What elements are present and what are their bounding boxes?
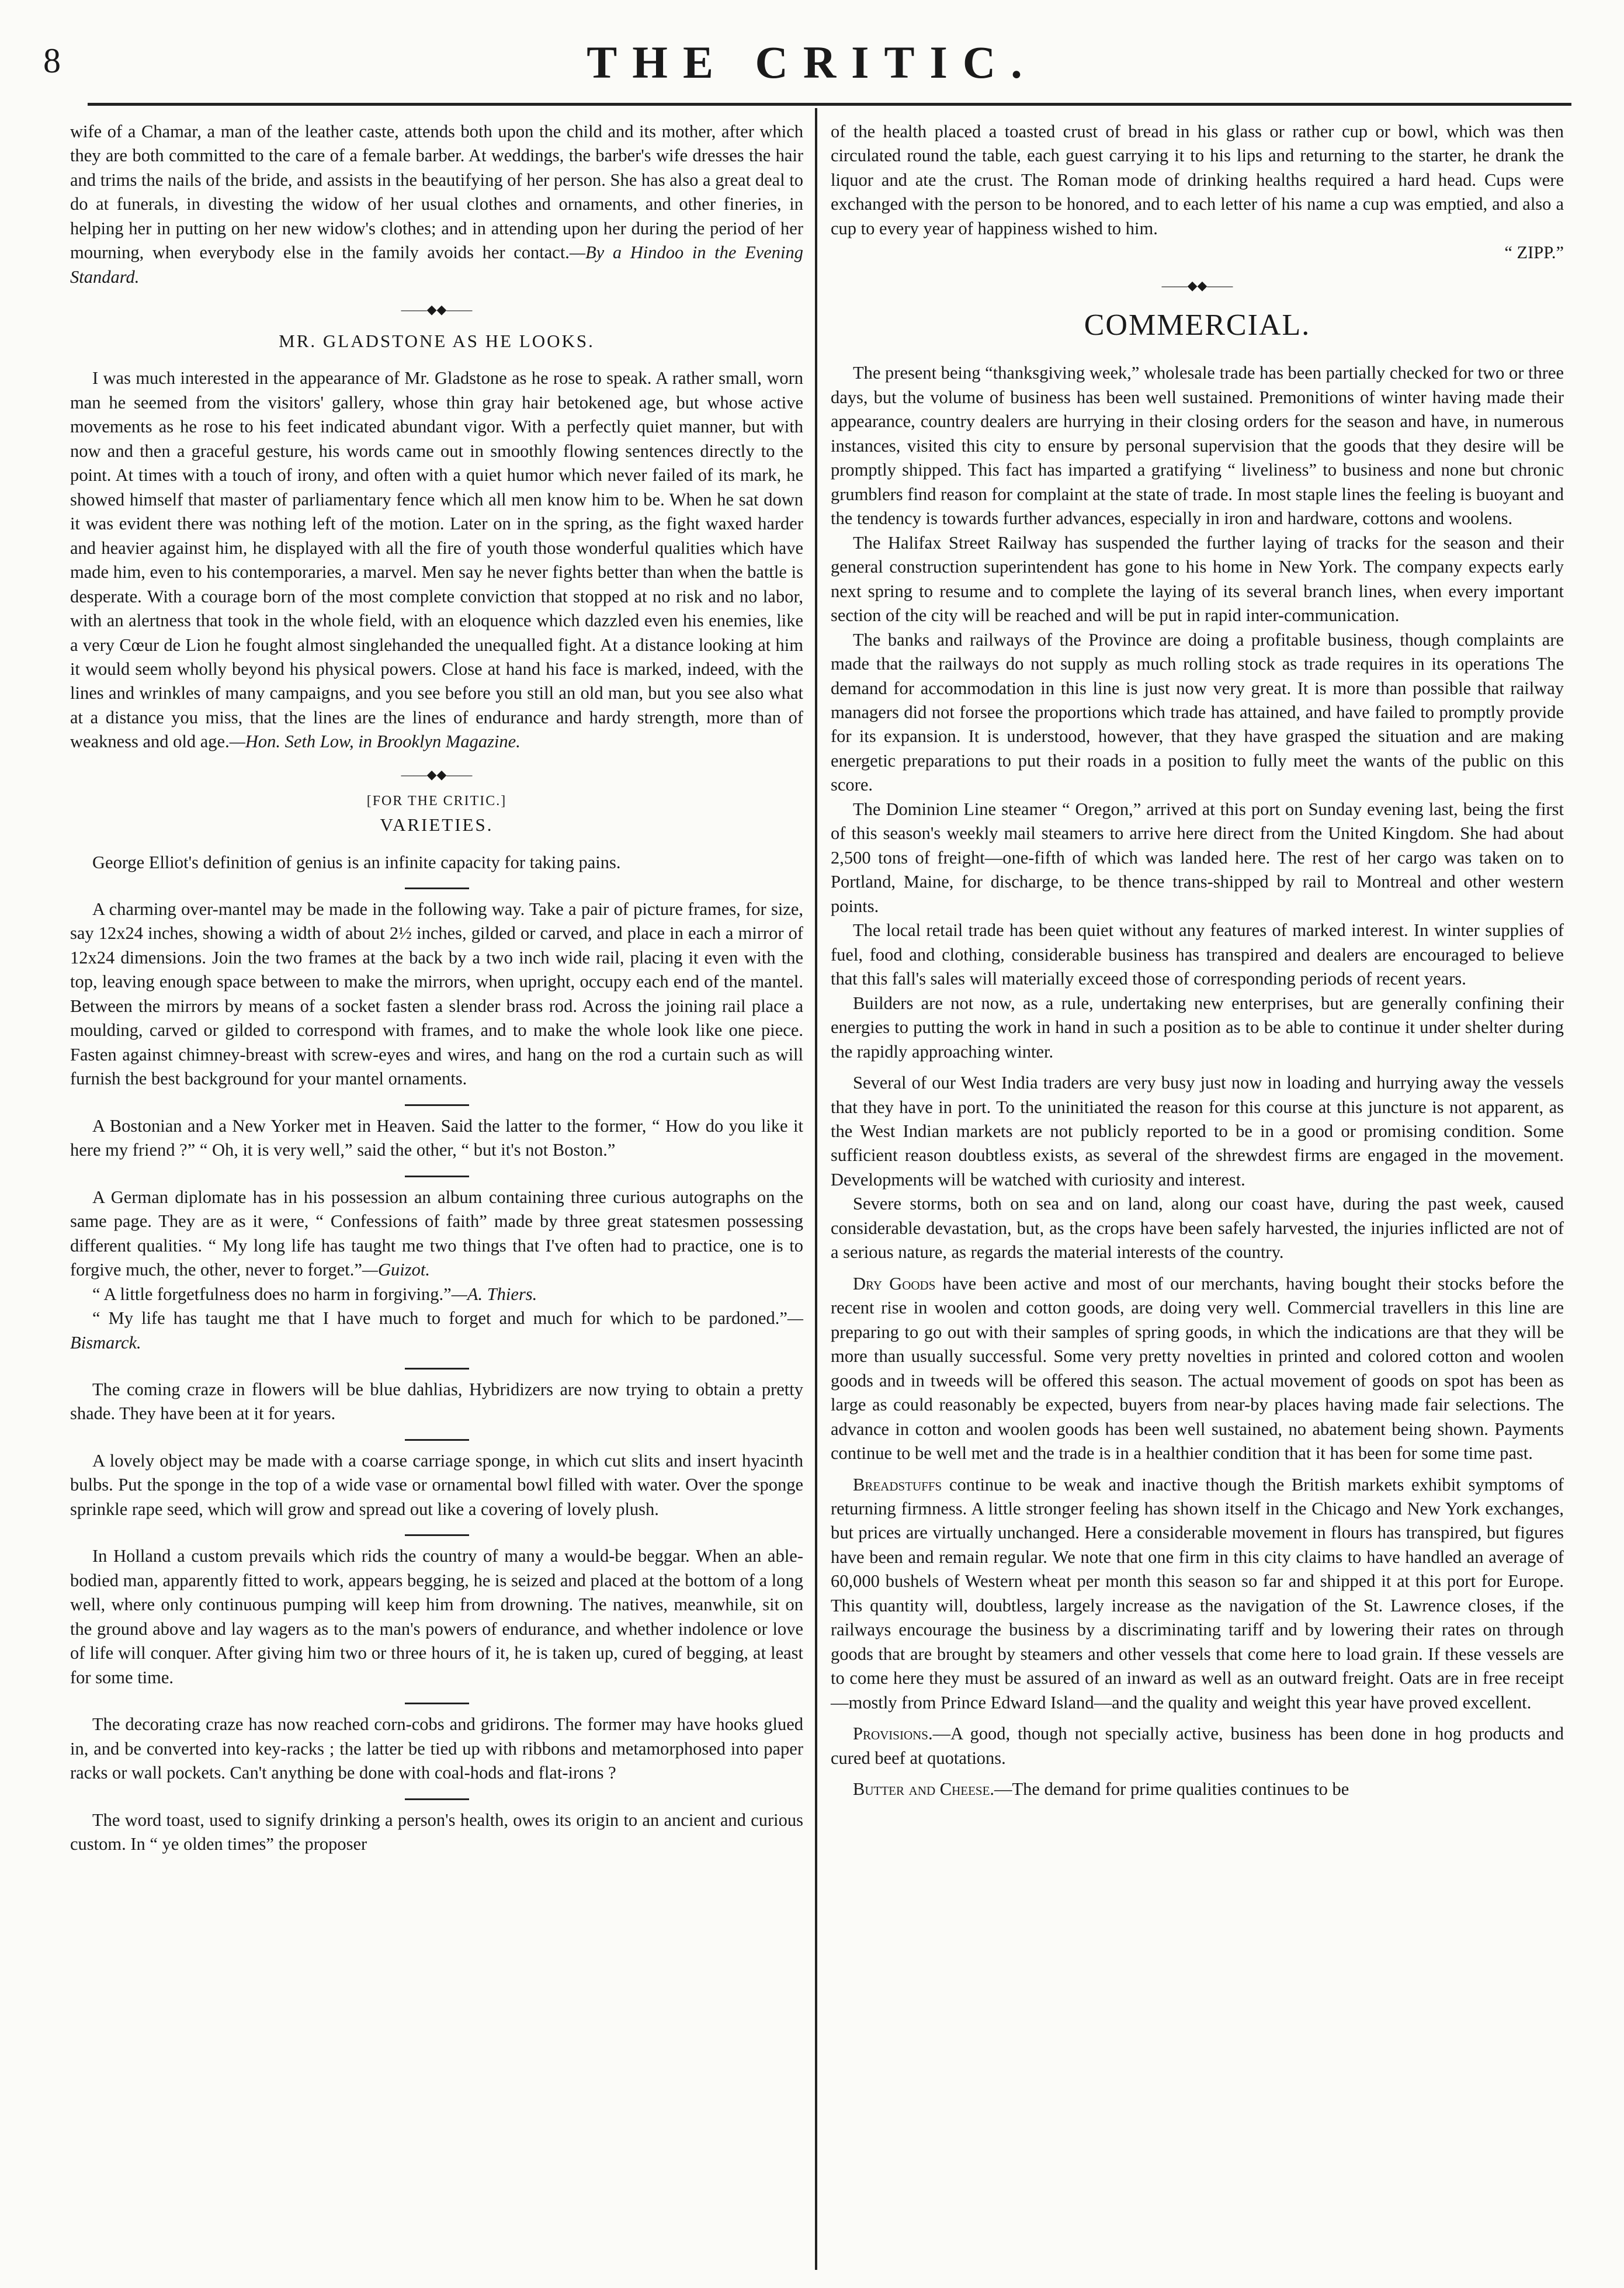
variety-item: In Holland a custom prevails which rids the country of many a would-be beggar. When an able-bodied man, apparently fitted to work, appears begging, he is seized and placed at the bottom of a long well, where only continuous pumping will keep him from drowning. The natives, meanwhile, sit on the ground above and lay wagers as to the man's powers of endurance, and whether indolence or love of life will conquer. After giving him two or three hours of it, he is taken up, cured of begging, at least for some time.: [70, 1546, 803, 1687]
commercial-heading: COMMERCIAL.: [1084, 308, 1311, 342]
provisions-paragraph: Provisions.—A good, though not specially active, business has been done in hog products and cured beef at quotations.: [831, 1724, 1564, 1768]
page-header: [35, 36, 1589, 95]
gladstone-article-text: I was much interested in the appearance of Mr. Gladstone as he rose to speak. A rather small, worn man he seemed from the visitors' gallery, whose thin gray hair betokened age, but whose active movements as he rose to his feet indicated abundant vigor. With a perfectly quiet manner, but with now and then a graceful gesture, his words came out in smoothly flowing sentences directly to the point. At times with a touch of irony, and often with a quiet humor which never failed of its mark, he showed himself that master of parliamentary fence which all men know him to be. When he sat down it was evident there was nothing left of the motion. Later on in the spring, as the fight waxed harder and heavier against him, he displayed with all the fire of youth those wonderful qualities which have made him, even to his contemporaries, a marvel. Men say he never fights better than when the battle is desperate. With a courage born of the most complete conviction that stopped at no risk and no labor, with an alertness that took in the whole field, with an eloquence which dazzled even his enemies, like a very Cœur de Lion he fought almost singlehanded the unequalled fight. At a distance looking at him it would seem wholly beyond his physical powers. Close at hand his face is marked, indeed, with the lines and wrinkles of many campaigns, and you see before you still an old man, but you see also what at a distance you miss, that the lines are the lines of endurance and hardy strength, more than of weakness and old age.—Hon. Seth Low, in Brooklyn Magazine.: [70, 368, 803, 752]
breadstuffs-lead: Breadstuffs: [853, 1474, 942, 1495]
ornament-divider: ——◆◆——: [401, 767, 473, 782]
short-rule: [405, 888, 469, 889]
variety-item: A Bostonian and a New Yorker met in Heaven. Said the latter to the former, “ How do you like it here my friend ?” “ Oh, it is very well,” said the other, “ but it's not Boston.”: [70, 1115, 803, 1160]
breadstuffs-paragraph: Breadstuffs continue to be weak and inactive though the British markets exhibit symptoms of returning firmness. A little stronger feeling has shown itself in the Chicago and New York exchanges, but prices are virtually unchanged. Here a considerable movement in flours has transpired, but figures have been and remain regular. We note that one firm in this city claims to have handled an average of 60,000 bushels of Western wheat per month this season so far and shipped it at this port for Europe. This quantity will, doubtless, largely increase as the navigation of the St. Lawrence closes, if the railways encourage the business by a discriminating tariff and by lowering their rates on through goods that are brought by steamers and other vessels that come here to load grain. If these vessels are to come here they must be assured of an inward as well as an outward freight. Oats are in free receipt—mostly from Prince Edward Island—and the quality and weight this year have proved excellent.: [831, 1474, 1564, 1712]
variety-item: A charming over-mantel may be made in the following way. Take a pair of picture frames, for size, say 12x24 inches, showing a width of about 2½ inches, gilded or carved, and place in each a mirror of 12x24 dimensions. Join the two frames at the back by a two inch wide rail, placing it even with the top, leaving enough space between to make the mirrors, when upright, occupy each end of the mantel. Between the mirrors by means of a socket fasten a slender brass rod. Across the joining rail place a moulding, carved or gilded to correspond with frames, and to make the whole look like one piece. Fasten against chimney-breast with screw-eyes and wires, and hang on the rod a curtain such as will furnish the best background for your mantel ornaments.: [70, 899, 803, 1089]
gladstone-credit: —Hon. Seth Low, in Brooklyn Magazine.: [229, 732, 520, 752]
hindoo-article-text: wife of a Chamar, a man of the leather caste, attends both upon the child and its mother, after which they are both committed to the care of a female barber. At weddings, the barber's wife dresses the hair and trims the nails of the bride, and assists in the beautifying of her person. She has also a great deal to do at funerals, in divesting the widow of her usual clothes and ornaments, and other fineries, in helping her in putting on her new widow's clothes; and in attending upon her during the period of her mourning, when everybody else in the family avoids her contact.—By a Hindoo in the Evening Standard.: [70, 122, 803, 287]
header-rule: [88, 103, 1571, 106]
varieties-label: [FOR THE CRITIC.]: [366, 793, 507, 809]
gladstone-heading: MR. GLADSTONE AS HE LOOKS.: [279, 331, 595, 352]
dry-goods-lead: Dry Goods: [853, 1273, 936, 1294]
ornament-divider: ——◆◆——: [401, 302, 473, 317]
short-rule: [405, 1798, 469, 1800]
variety-item: A lovely object may be made with a coarse carriage sponge, in which cut slits and insert hyacinth bulbs. Put the sponge in the top of a wide vase or ornamental bowl filled with water. Over the sponge sprinkle rape seed, which will grow and spread out like a covering of lovely plush.: [70, 1450, 803, 1519]
dry-goods-paragraph: Dry Goods have been active and most of our merchants, having bought their stocks before the recent rise in woolen and cotton goods, are doing very well. Commercial travellers in this line are preparing to go out with their samples of spring goods, in which the indications are that they will be more than usually successful. Some very pretty novelties in printed and colored cotton and woolen goods and in tweeds will be offered this season. The actual movement of goods on spot has been as large as could reasonably be expected, buyers from near-by places having made fair selections. The advance in cotton and woolen goods has been well sustained, no abatement being shown. Payments continue to be well met and the trade is in a healthier condition that it has been for some time past.: [831, 1273, 1564, 1464]
variety-item: A German diplomate has in his possession an album containing three curious autographs on the same page. They are as it were, “ Confessions of faith” made by three great statesmen possessing different qualities. “ My long life has taught me two things that I've often had to practice, one is to forgive much, the other, never to forget.”—Guizot.: [70, 1187, 803, 1280]
ornament-divider: ——◆◆——: [1161, 278, 1233, 293]
right-column: [831, 120, 1564, 1802]
commercial-paragraph: The local retail trade has been quiet without any features of marked interest. In winter supplies of fuel, food and clothing, considerable business has transpired and dealers are encouraged to believe that this fall's sales will materially exceed those of corresponding periods of recent years.: [831, 920, 1564, 989]
hindoo-article-credit: —By a Hindoo in the Evening Standard.: [70, 242, 803, 287]
commercial-paragraph: The Dominion Line steamer “ Oregon,” arrived at this port on Sunday evening last, being the first of this season's weekly mail steamers to arrive here direct from the United Kingdom. She had about 2,500 tons of freight—one-fifth of which was landed here. The rest of her cargo was taken on to Portland, Maine, for discharge, to be thence trans-shipped by rail to Montreal and other western points.: [831, 799, 1564, 916]
short-rule: [405, 1703, 469, 1704]
butter-cheese-lead: Butter and Cheese.: [853, 1779, 995, 1800]
commercial-paragraph: The banks and railways of the Province are doing a profitable business, though complaints are made that the railways do not supply as much rolling stock as trade requires in its operations The demand for accommodation in this line is just now very great. It is more than possible that railway managers did not forsee the proportions which trade has attained, and have failed to promptly provide for its expansion. It is understood, however, that they have grasped the situation and are making energetic preparations to put their roads in a position to fully meet the wants of the public on this score.: [831, 629, 1564, 795]
varieties-heading: VARIETIES.: [380, 814, 494, 836]
variety-item-quote: “ My life has taught me that I have much to forget and much for which to be pardoned.”—Bismarck.: [70, 1308, 803, 1353]
left-column: [70, 120, 803, 1856]
commercial-paragraph: Severe storms, both on sea and on land, along our coast have, during the past week, caused considerable devastation, but, as the crops have been safely harvested, the injuries inflicted are not of a serious nature, as regards the material interests of the country.: [831, 1194, 1564, 1263]
commercial-paragraph: Builders are not now, as a rule, undertaking new enterprises, but are generally confining their energies to putting the work in hand in such a position as to be able to continue it under shelter during the rapidly approaching winter.: [831, 993, 1564, 1062]
short-rule: [405, 1439, 469, 1441]
commercial-paragraph: The Halifax Street Railway has suspended the further laying of tracks for the season and their general construction superintendent has gone to his home in New York. The company expects early next spring to resume and to complete the laying of its several branch lines, when every important section of the city will be reached and will be put in rapid inter-communication.: [831, 532, 1564, 626]
commercial-paragraph: The present being “thanksgiving week,” wholesale trade has been partially checked for two or three days, but the volume of business has been well sustained. Premonitions of winter having made their appearance, country dealers are hurrying in their closing orders for the season and have, in numerous instances, visited this city to ensure by personal supervision that the goods that they desire will be promptly shipped. This fact has imparted a gratifying “ liveliness” to business and none but chronic grumblers find reason for complaint at the state of trade. In most staple lines the feeling is buoyant and the tendency is towards further advances, especially in iron and hardware, cottons and woolens.: [831, 363, 1564, 529]
short-rule: [405, 1104, 469, 1106]
newspaper-title: THE CRITIC.: [587, 37, 1037, 88]
short-rule: [405, 1368, 469, 1370]
variety-item-quote: “ A little forgetfulness does no harm in forgiving.”—A. Thiers.: [92, 1284, 537, 1304]
column-divider: [815, 108, 817, 2270]
toast-continued-text: of the health placed a toasted crust of bread in his glass or rather cup or bowl, which was then circulated round the table, each guest carrying it to his lips and returning to the starter, he drank the liquor and ate the crust. The Roman mode of drinking healths required a hard head. Cups were exchanged with the person to be honored, and to each letter of his name a cup was emptied, and also a cup to every year of happiness wished to him.: [831, 122, 1564, 238]
variety-item: The decorating craze has now reached corn-cobs and gridirons. The former may have hooks glued in, and be converted into key-racks ; the latter be tied up with ribbons and metamorphosed into paper racks or wall pockets. Can't anything be done with coal-hods and flat-irons ?: [70, 1714, 803, 1783]
commercial-paragraph: Several of our West India traders are very busy just now in loading and hurrying away the vessels that they have in port. To the uninitiated the reason for this course at this juncture is not apparent, as the West Indian markets are not publicly reported to be in a good or promising condition. Some sufficient reason doubtless exists, as several of the shrewdest firms are engaged in the movement. Developments will be watched with curiosity and interest.: [831, 1073, 1564, 1190]
variety-item: The word toast, used to signify drinking a person's health, owes its origin to an ancient and curious custom. In “ ye olden times” the proposer: [70, 1809, 803, 1854]
toast-signature: “ ZIPP.”: [1504, 242, 1564, 263]
short-rule: [405, 1176, 469, 1177]
provisions-lead: Provisions.: [853, 1724, 933, 1744]
variety-item: George Elliot's definition of genius is an infinite capacity for taking pains.: [92, 852, 621, 872]
short-rule: [405, 1534, 469, 1536]
butter-cheese-paragraph: Butter and Cheese.—The demand for prime qualities continues to be: [853, 1779, 1349, 1800]
page-number: 8: [43, 41, 61, 80]
variety-item: The coming craze in flowers will be blue dahlias, Hybridizers are now trying to obtain a pretty shade. They have been at it for years.: [70, 1379, 803, 1424]
